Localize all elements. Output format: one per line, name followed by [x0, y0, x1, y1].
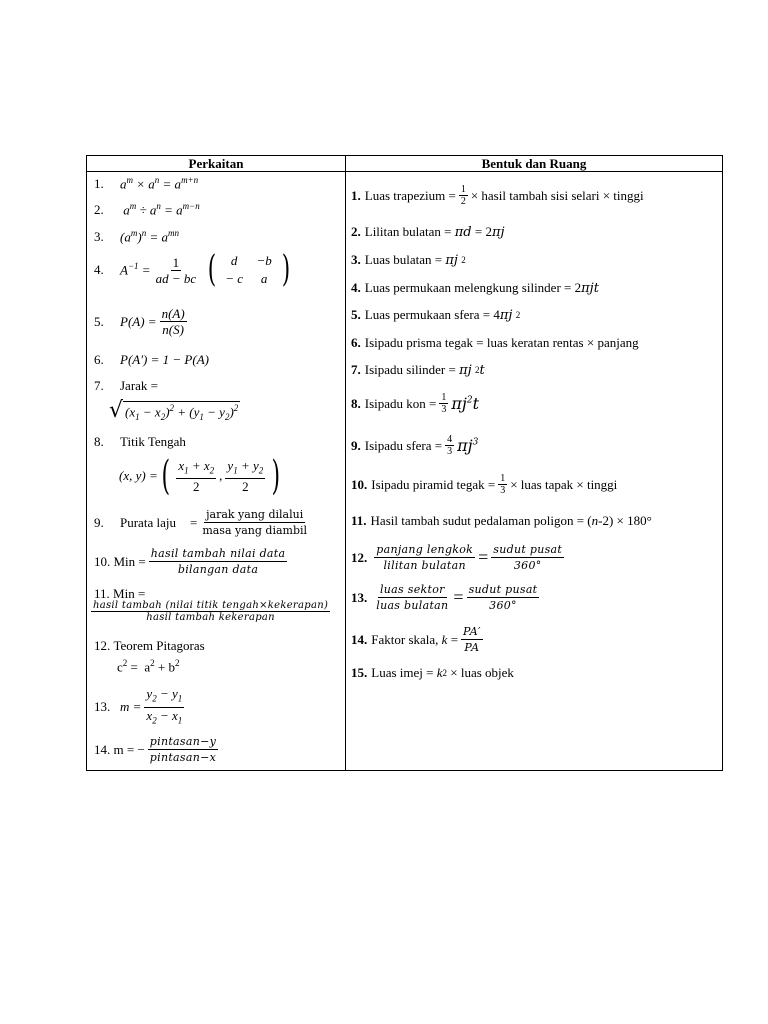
bentuk-item-2: 2. Lilitan bulatan = πd = 2 πj [351, 224, 505, 240]
formula-midpoint: (x, y) = ( $\frac{x_1 + x_2}{2}$ , $\frac{y_1 + y_2}{2}$ ) [119, 453, 281, 499]
header-bentuk-dan-ruang: Bentuk dan Ruang [481, 156, 587, 171]
perkaitan-item-13: 13. m = $\frac{y_2 - y_1}{x_2 - x_1}$ [94, 686, 183, 726]
formula-index-divide: $a^m \div a^n = a^{m-n}$ [120, 201, 200, 218]
bentuk-item-11: 11. Hasil tambah sudut pedalaman poligon = ( n -2) × 180° [351, 513, 652, 528]
bentuk-item-7: 7. Isipadu silinder = πj 2 t [351, 362, 485, 378]
bentuk-item-1: 1. Luas trapezium = $\frac{1}{2}$ × hasil tambah sisi selari × tinggi [351, 184, 644, 207]
formula-pythagoras: $c^2 = a^2 + b^2$ [117, 658, 180, 675]
formula-index-multiply: $a^m \times a^n = a^{m+n}$ [120, 175, 199, 192]
bentuk-item-10: 10. Isipadu piramid tegak = $\frac{1}{3}$ × luas tapak × tinggi [351, 473, 618, 496]
bentuk-item-8: 8. Isipadu kon = $\frac{1}{3}$ $\pi j^2t$ [351, 392, 480, 415]
column-divider [345, 156, 346, 770]
header-rule [87, 171, 722, 172]
perkaitan-item-12: 12. Teorem Pitagoras [94, 638, 205, 653]
header-perkaitan: Perkaitan [188, 156, 244, 171]
perkaitan-item-8: 8. Titik Tengah [94, 434, 186, 449]
matrix: ( d −b − c a ) [207, 249, 291, 290]
perkaitan-item-1: 1. $a^m \times a^n = a^{m+n}$ [94, 175, 199, 192]
perkaitan-item-7: 7. Jarak = [94, 378, 159, 393]
bentuk-item-13: 13. $\frac{\text{luas sektor}}{\text{luas bulatan}}$ = $\frac{\text{sudut pusat}}{360^\circ}$ [351, 583, 538, 612]
formula-probability: P(A) = [120, 313, 157, 329]
bentuk-item-9: 9. Isipadu sfera = $\frac{4}{3}$ $\pi j^3$ [351, 434, 479, 457]
perkaitan-item-3: 3. $(a^m)^n = a^{mn}$ [94, 228, 179, 245]
bentuk-item-6: 6. Isipadu prisma tegak = luas keratan rentas × panjang [351, 335, 639, 350]
formula-table [86, 155, 723, 771]
bentuk-item-3: 3. Luas bulatan = πj 2 [351, 252, 466, 268]
perkaitan-item-11: 11. Min = [94, 586, 146, 601]
formula-complement: P(A′) = 1 − P(A) [120, 352, 209, 367]
perkaitan-item-2: 2. $a^m \div a^n = a^{m-n}$ [94, 201, 200, 218]
formula-inverse-matrix: $A^{-1}$ = [120, 261, 151, 278]
formula-distance: √ $(x_1 - x_2)^2 + (y_1 - y_2)^2$ [109, 398, 239, 423]
perkaitan-item-9: 9. Purata laju = $\frac{\text{jarak yang dilalui}}{\text{masa yang diambil}}$ [94, 508, 308, 537]
formula-index-power: $(a^m)^n = a^{mn}$ [120, 228, 179, 245]
bentuk-item-14: 14. Faktor skala, k = $\frac{PA'}{PA}$ [351, 625, 481, 654]
perkaitan-item-5: 5. P(A) = $\frac{n(A)}{n(S)}$ [94, 306, 185, 337]
perkaitan-item-6: 6. P(A′) = 1 − P(A) [94, 352, 209, 367]
perkaitan-item-4: 4. $A^{-1}$ = $\frac{1}{ad - bc}$ ( d −b − c a ) [94, 252, 293, 288]
bentuk-item-15: 15. Luas imej = k 2 × luas objek [351, 665, 514, 680]
bentuk-item-12: 12. $\frac{\text{panjang lengkok}}{\text{lilitan bulatan}}$ = $\frac{\text{sudut pusat}}{360^\circ}$ [351, 543, 563, 572]
perkaitan-item-10: 10. Min = $\frac{\text{hasil tambah nilai data}}{\text{bilangan data}}$ [94, 547, 286, 576]
bentuk-item-5: 5. Luas permukaan sfera = 4 πj 2 [351, 307, 521, 323]
bentuk-item-4: 4. Luas permukaan melengkung silinder = 2 πjt [351, 280, 599, 296]
formula-grouped-mean: $\frac{\text{hasil tambah (nilai titik tengah×kekerapan)}}{\text{hasil tambah kekerapan}}$ [93, 600, 329, 623]
formula-gradient: m = [120, 699, 142, 715]
perkaitan-item-14: 14. m = − $\frac{\text{pintasan−y}}{\text{pintasan−x}}$ [94, 735, 217, 764]
